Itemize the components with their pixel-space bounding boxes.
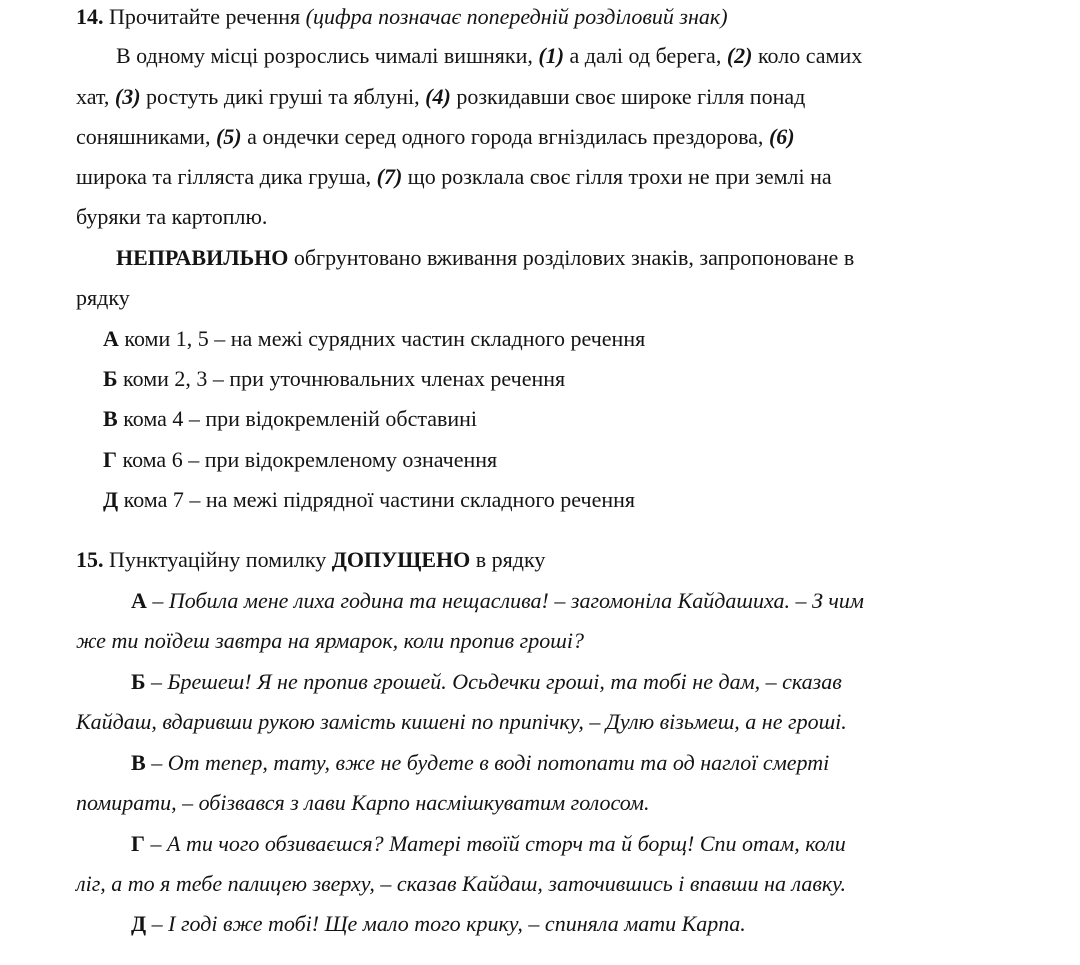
q14-option-d: Д кома 7 – на межі підрядної частини складного речення [103, 487, 636, 512]
q14-question-rest: обгрунтовано вживання розділових знаків, запропоноване в [293, 245, 855, 270]
q14-instruction: Прочитайте речення [109, 4, 301, 29]
q14-text-line-5: буряки та картоплю. [76, 204, 268, 229]
q14-option-h: Г кома 6 – при відокремленому означення [103, 447, 498, 472]
q15-option-a-line-2: же ти поїдеш завтра на ярмарок, коли пропив гроші? [76, 628, 584, 653]
marker-1: (1) [538, 43, 565, 68]
q14-option-a: А коми 1, 5 – на межі сурядних частин складного речення [103, 326, 646, 351]
q15-option-b-line-1: Б – Брешеш! Я не пропив грошей. Осьдечки гроші, та тобі не дам, – сказав [131, 669, 842, 694]
marker-6: (6) [768, 124, 795, 149]
q15-option-v-line-2: помирати, – обізвався з лави Карпо насмішкуватим голосом. [76, 790, 650, 815]
q14-question [116, 245, 994, 271]
q15-number: 15. [76, 547, 104, 572]
q15-heading: 15. Пунктуаційну помилку ДОПУЩЕНО в рядку [76, 547, 546, 572]
q14-question-end: рядку [76, 285, 130, 310]
q15-option-h-line-1: Г – А ти чого обзиваєшся? Матері твоїй сторч та й борщ! Спи отам, коли [131, 831, 846, 856]
marker-4: (4) [425, 84, 451, 109]
q15-option-a-line-1: А – Побила мене лиха година та нещаслива! – загомоніла Кайдашиха. – З чим [131, 588, 864, 613]
q14-text-line-4: широка та гілляста дика груша, (7) що розклала своє гілля трохи не при землі на [76, 164, 832, 189]
q15-question-bold: ДОПУЩЕНО [331, 547, 471, 572]
marker-3: (3) [114, 84, 141, 109]
q14-number: 14. [76, 4, 104, 29]
q14-question-bold: НЕПРАВИЛЬНО [116, 245, 289, 270]
marker-2: (2) [726, 43, 753, 68]
q15-option-v-line-1: В – От тепер, тату, вже не будете в воді потопати та од наглої смерті [131, 750, 830, 775]
q14-option-v: В кома 4 – при відокремленій обставині [103, 406, 478, 431]
q15-option-h-line-2: ліг, а то я тебе палицею зверху, – сказав Кайдаш, заточившись і впавши на лавку. [76, 871, 847, 896]
q14-text-line-2: хат, (3) ростуть дикі груші та яблуні, (4) розкидавши своє широке гілля понад [76, 84, 806, 109]
q14-text-line-1: В одному місці розрослись чималі вишняки, (1) а далі од берега, (2) коло самих [116, 43, 863, 68]
q14-text-line-3: соняшниками, (5) а ондечки серед одного города вгніздилась прездорова, (6) [76, 124, 795, 149]
q14-heading [76, 4, 728, 30]
q14-instruction-note: (цифра позначає попередній розділовий знак) [305, 4, 728, 29]
marker-7: (7) [376, 164, 403, 189]
q14-option-b: Б коми 2, 3 – при уточнювальних членах речення [103, 366, 566, 391]
q15-option-b-line-2: Кайдаш, вдаривши рукою замість кишені по припічку, – Дулю візьмеш, а не гроші. [76, 709, 847, 734]
q15-option-d-line-1: Д – І годі вже тобі! Ще мало того крику, – спиняла мати Карпа. [131, 911, 746, 936]
marker-5: (5) [215, 124, 242, 149]
